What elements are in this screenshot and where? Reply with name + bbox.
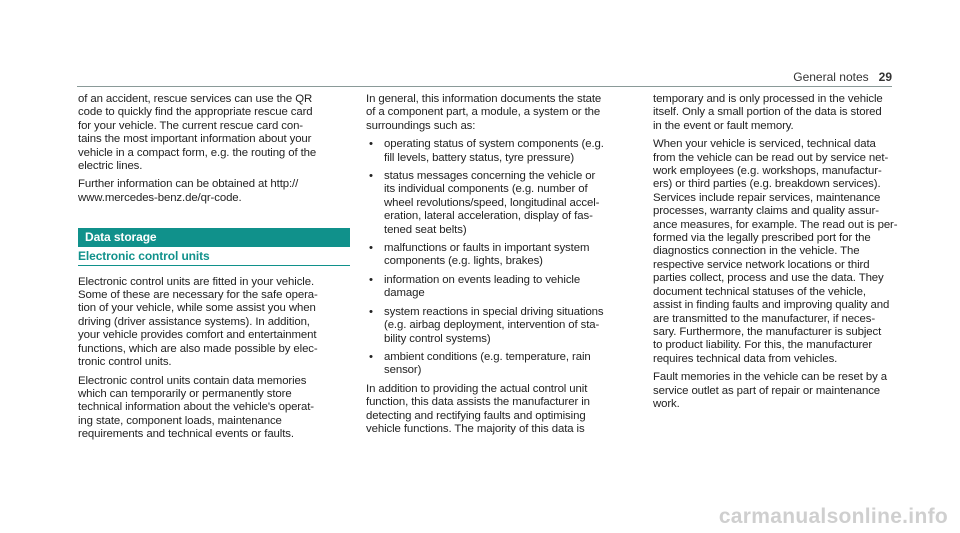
column-3 — [653, 93, 898, 416]
paragraph: In addition to providing the actual control unit function, this data assists the manufacturer in detecting and rectifying faults and optimising vehicle functions. The majority of this data is — [366, 382, 590, 435]
paragraph-link: Further information can be obtained at http:// www.mercedes-benz.de/qr-code. — [78, 178, 299, 204]
header-divider — [77, 86, 892, 87]
bullet-list — [366, 138, 641, 378]
list-item: • ambient conditions (e.g. temperature, rain sensor) — [366, 351, 641, 378]
watermark: carmanualsonline.info — [718, 505, 948, 528]
section-name: General notes — [793, 70, 869, 84]
paragraph: When your vehicle is serviced, technical data from the vehicle can be read out by service net- work employees (e.g. workshops, manufactur- ers) or third parties (e.g. breakdown services). Services include repair services, maintenance processes, warranty claims and quality assur- ance measures, for example. The read out is per- formed via the legally prescribed port for the diagnostics connection in the vehicle. The respective service network locations or third parties collect, process and use the data. They document technical statuses of the vehicle, assist in finding faults and improving quality and are transmitted to the manufacturer, if neces- sary. Furthermore, the manufacturer is subject to product liability. For this, the manufacturer requires technical data from vehicles. — [653, 138, 898, 365]
list-item: • operating status of system components (e.g. fill levels, battery status, tyre pressure) — [366, 138, 641, 165]
paragraph: Electronic control units are fitted in your vehicle. Some of these are necessary for the safe opera- tion of your vehicle, while some assist you when driving (driver assistance systems). In addition, your vehicle provides comfort and entertainment functions, which are also made possible by elec- tronic control units. — [78, 275, 318, 369]
paragraph: of an accident, rescue services can use the QR code to quickly find the appropriate rescue card for your vehicle. The current rescue card con- tains the most important information about your vehicle in a compact form, e.g. the routing of the electric lines. — [78, 93, 317, 173]
paragraph: In general, this information documents the state of a component part, a module, a system or the surroundings such as: — [366, 93, 602, 132]
section-heading: Data storage — [78, 228, 350, 247]
page-header — [793, 70, 892, 84]
subsection-heading: Electronic control units — [78, 247, 350, 265]
list-item: • information on events leading to vehicle damage — [366, 274, 641, 301]
list-item: • malfunctions or faults in important system components (e.g. lights, brakes) — [366, 242, 641, 269]
paragraph: Fault memories in the vehicle can be reset by a service outlet as part of repair or maintenance work. — [653, 371, 887, 410]
column-2 — [366, 93, 641, 441]
paragraph: temporary and is only processed in the vehicle itself. Only a small portion of the data is stored in the event or fault memory. — [653, 93, 883, 132]
list-item: • system reactions in special driving situations (e.g. airbag deployment, intervention of sta- bility control systems) — [366, 306, 641, 346]
list-item: • status messages concerning the vehicle or its individual components (e.g. number of wheel revolutions/speed, longitudinal accel- eration, lateral acceleration, display of fas- tened seat belts) — [366, 170, 641, 237]
paragraph: Electronic control units contain data memories which can temporarily or permanently store technical information about the vehicle's operat- ing state, component loads, maintenance requirements and technical events or faults. — [78, 374, 314, 441]
column-1 — [78, 93, 350, 447]
page-number: 29 — [878, 70, 892, 84]
